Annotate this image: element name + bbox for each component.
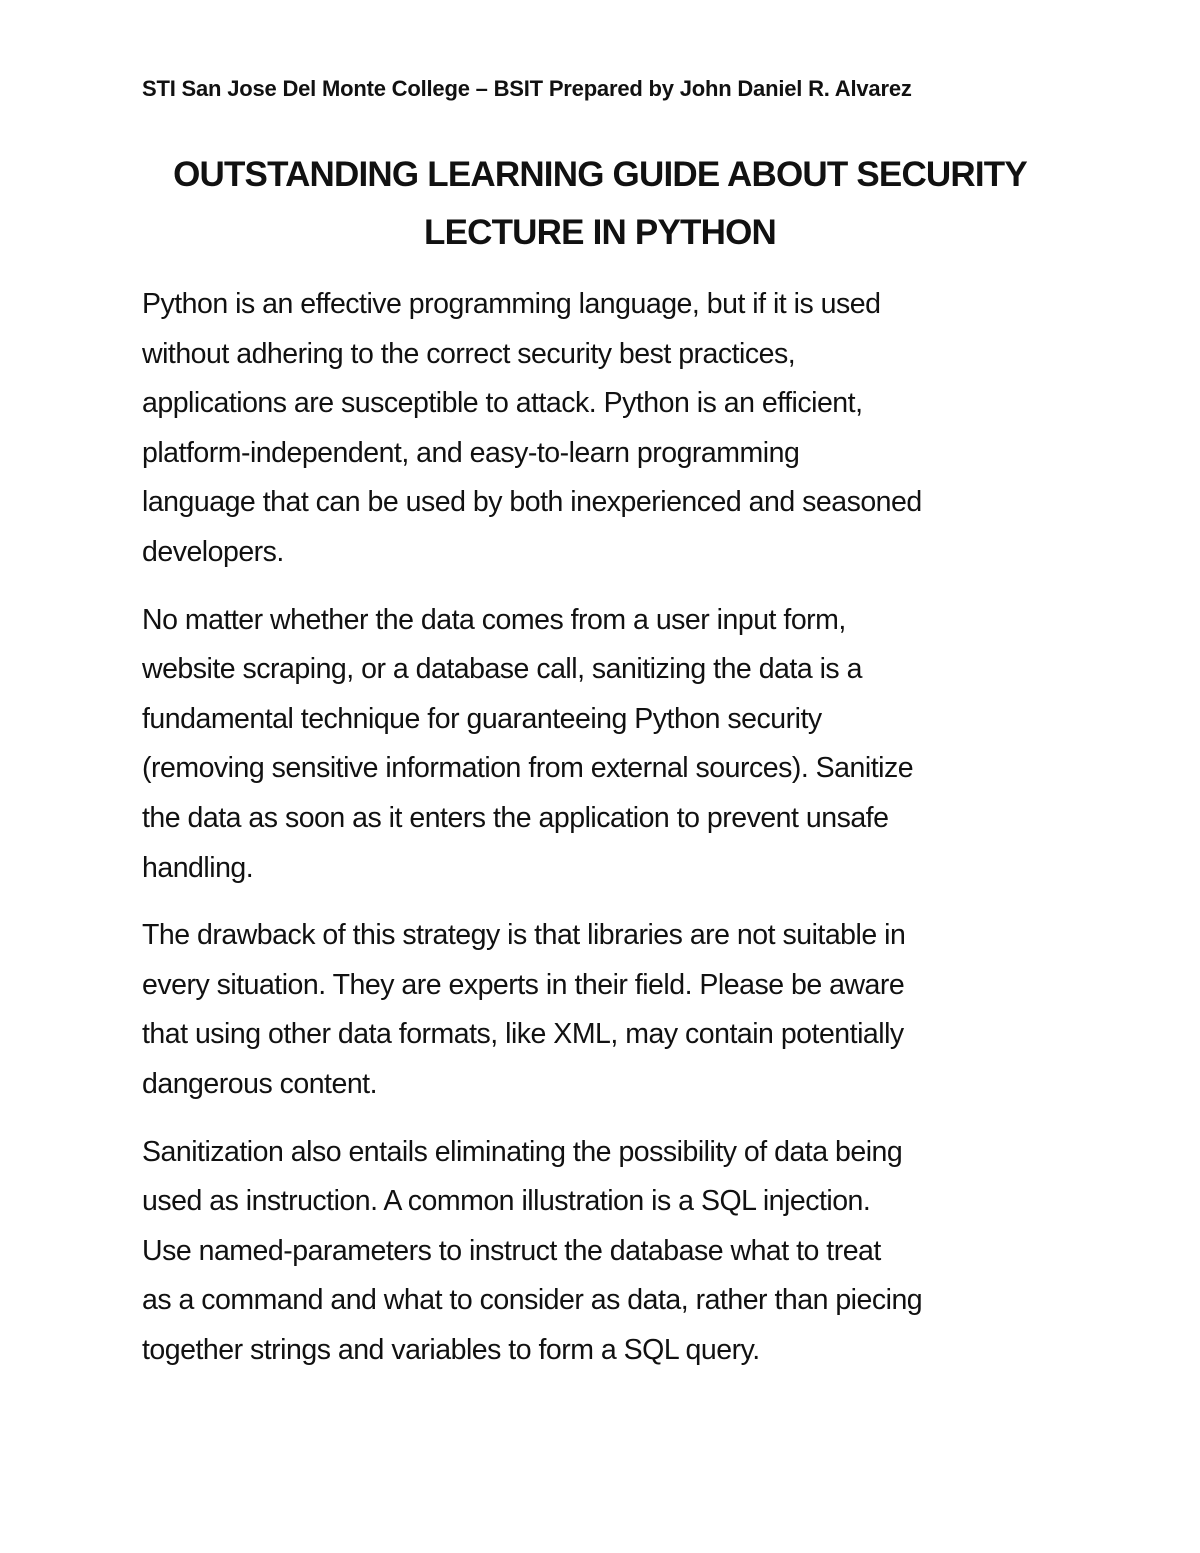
text-line: (removing sensitive information from external sources). Sanitize: [142, 752, 914, 785]
title-line: LECTURE IN PYTHON: [424, 213, 776, 252]
paragraph-intro: [142, 280, 1072, 578]
document-body: [142, 280, 1072, 1393]
text-line: every situation. They are experts in their field. Please be aware: [142, 968, 905, 1001]
text-line: fundamental technique for guaranteeing Python security: [142, 702, 822, 735]
text-line: dangerous content.: [142, 1067, 378, 1100]
text-line: without adhering to the correct security best practices,: [142, 337, 796, 370]
text-line: No matter whether the data comes from a user input form,: [142, 603, 846, 636]
text-line: Sanitization also entails eliminating the possibility of data being: [142, 1135, 903, 1168]
text-line: language that can be used by both inexperienced and seasoned: [142, 486, 922, 519]
paragraph-drawback: [142, 911, 1072, 1109]
text-line: developers.: [142, 535, 284, 568]
text-line: website scraping, or a database call, sanitizing the data is a: [142, 653, 862, 686]
document-title: [100, 146, 1100, 262]
title-line: OUTSTANDING LEARNING GUIDE ABOUT SECURITY: [173, 155, 1027, 194]
text-line: platform-independent, and easy-to-learn programming: [142, 436, 800, 469]
text-line: handling.: [142, 851, 254, 884]
paragraph-sql-injection: [142, 1128, 1072, 1376]
text-line: the data as soon as it enters the application to prevent unsafe: [142, 801, 889, 834]
paragraph-sanitizing: [142, 596, 1072, 894]
text-line: together strings and variables to form a SQL query.: [142, 1333, 760, 1366]
text-line: The drawback of this strategy is that libraries are not suitable in: [142, 919, 906, 952]
text-line: used as instruction. A common illustration is a SQL injection.: [142, 1185, 871, 1218]
text-line: that using other data formats, like XML, may contain potentially: [142, 1018, 904, 1051]
text-line: Python is an effective programming language, but if it is used: [142, 288, 881, 320]
text-line: applications are susceptible to attack. Python is an efficient,: [142, 387, 863, 420]
text-line: Use named-parameters to instruct the database what to treat: [142, 1234, 881, 1267]
text-line: as a command and what to consider as data, rather than piecing: [142, 1284, 923, 1317]
page-header: STI San Jose Del Monte College – BSIT Prepared by John Daniel R. Alvarez: [142, 76, 912, 101]
